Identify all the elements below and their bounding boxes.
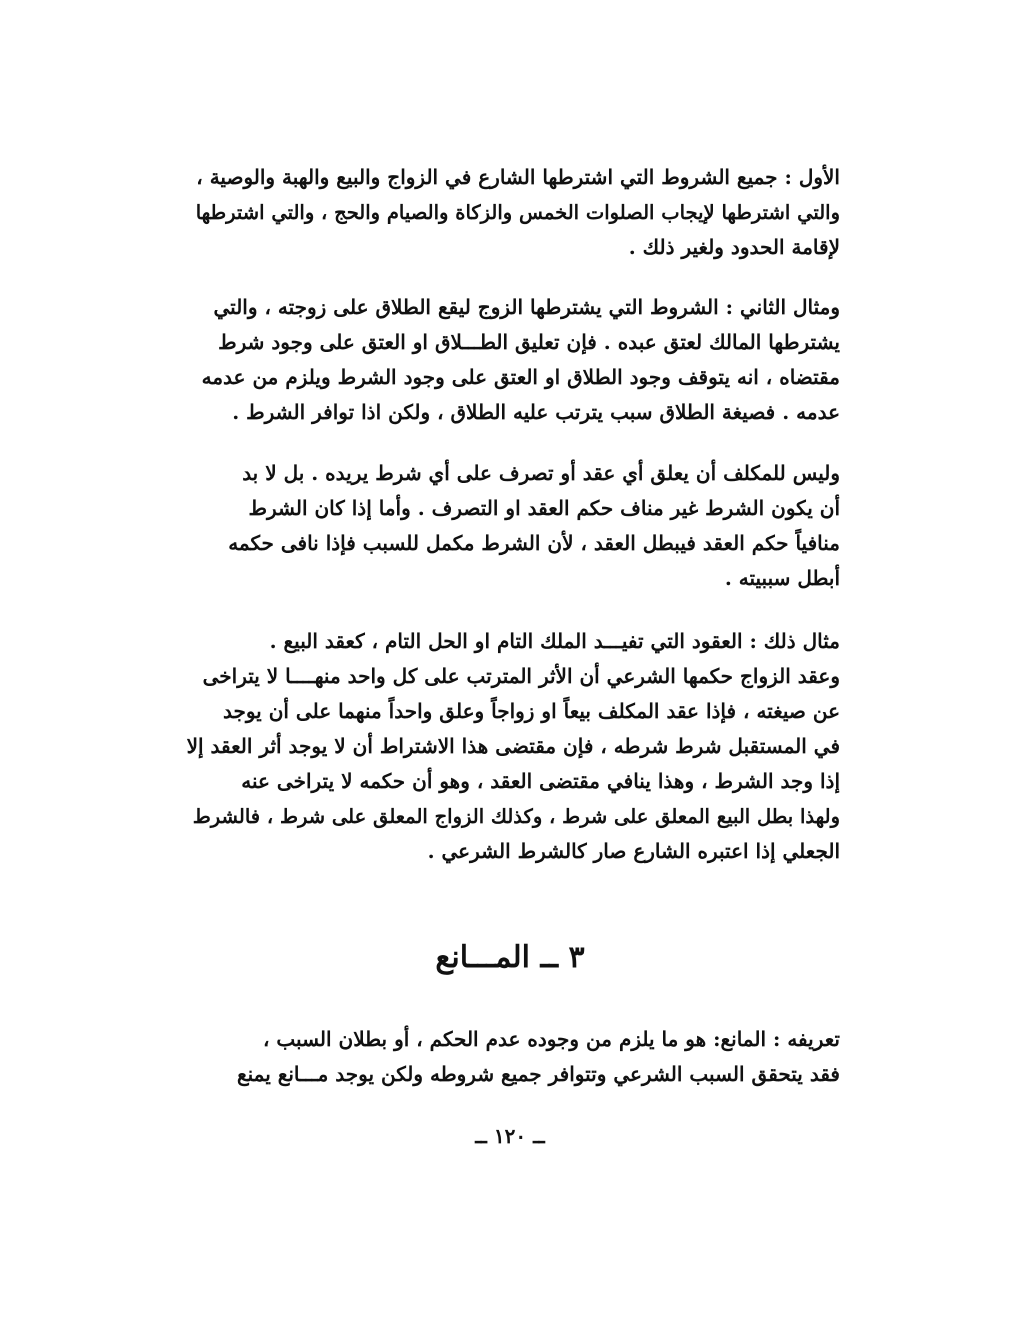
definition-text: المانع: هو ما يلزم من وجوده عدم الحكم ، أو بطلان السبب ، bbox=[262, 1027, 773, 1051]
text-line: مقتضاه ، انه يتوقف وجود الطلاق او العتق على وجود الشرط ويلزم من عدمه bbox=[201, 365, 840, 389]
paragraph-condition-rule bbox=[180, 456, 840, 596]
section-heading: ٣ ــ المـــانع bbox=[435, 940, 585, 975]
page-number: ــ ١٢٠ ــ bbox=[475, 1124, 545, 1148]
text-line: الأول : جميع الشروط التي اشترطها الشارع في الزواج والبيع والهبة والوصية ، bbox=[196, 165, 840, 189]
text-line: فقد يتحقق السبب الشرعي وتتوافر جميع شروطه ولكن يوجد مـــانع يمنع bbox=[236, 1062, 840, 1086]
text-line: أن يكون الشرط غير مناف حكم العقد او التصرف . وأما إذا كان الشرط bbox=[248, 496, 840, 520]
definition-term: تعريفه : bbox=[772, 1027, 840, 1051]
text-line: عدمه . فصيغة الطلاق سبب يترتب عليه الطلاق ، ولكن اذا توافر الشرط . bbox=[232, 400, 840, 424]
text-line: يشترطها المالك لعتق عبده . فإن تعليق الطـــلاق او العتق على وجود شرط bbox=[218, 330, 840, 354]
paragraph-example-contracts bbox=[180, 624, 840, 869]
text-line: لإقامة الحدود ولغير ذلك . bbox=[628, 235, 840, 259]
paragraph-definition bbox=[180, 1022, 840, 1092]
text-line: ومثال الثاني : الشروط التي يشترطها الزوج ليقع الطلاق على زوجته ، والتي bbox=[213, 295, 840, 319]
text-line: وعقد الزواج حكمها الشرعي أن الأثر المترتب على كل واحد منهــــا لا يتراخى bbox=[202, 664, 840, 688]
text-line: منافياً حكم العقد فيبطل العقد ، لأن الشرط مكمل للسبب فإذا نافى حكمه bbox=[228, 531, 840, 555]
text-line: وليس للمكلف أن يعلق أي عقد أو تصرف على أي شرط يريده . بل لا بد bbox=[242, 461, 840, 485]
paragraph-second-examples bbox=[180, 290, 840, 430]
text-line: ولهذا بطل البيع المعلق على شرط ، وكذلك الزواج المعلق على شرط ، فالشرط bbox=[192, 805, 840, 828]
text-line: والتي اشترطها لإيجاب الصلوات الخمس والزكاة والصيام والحج ، والتي اشترطها bbox=[195, 201, 840, 224]
text-line: في المستقبل شرط شرطه ، فإن مقتضى هذا الاشتراط أن لا يوجد أثر العقد إلا bbox=[186, 734, 840, 758]
text-line: مثال ذلك : العقود التي تفيـــد الملك التام او الحل التام ، كعقد البيع . bbox=[269, 629, 840, 653]
text-line bbox=[180, 1022, 840, 1057]
text-line: إذا وجد الشرط ، وهذا ينافي مقتضى العقد ، وهو أن حكمه لا يتراخى عنه bbox=[241, 769, 840, 793]
text-line: الجعلي إذا اعتبره الشارع صار كالشرط الشرعي . bbox=[427, 839, 840, 863]
paragraph-first-examples bbox=[180, 160, 840, 265]
text-line: أبطل سببيته . bbox=[724, 566, 840, 590]
text-line: عن صيغته ، فإذا عقد المكلف بيعاً او زواجاً وعلق واحداً منهما على أن يوجد bbox=[222, 699, 840, 723]
